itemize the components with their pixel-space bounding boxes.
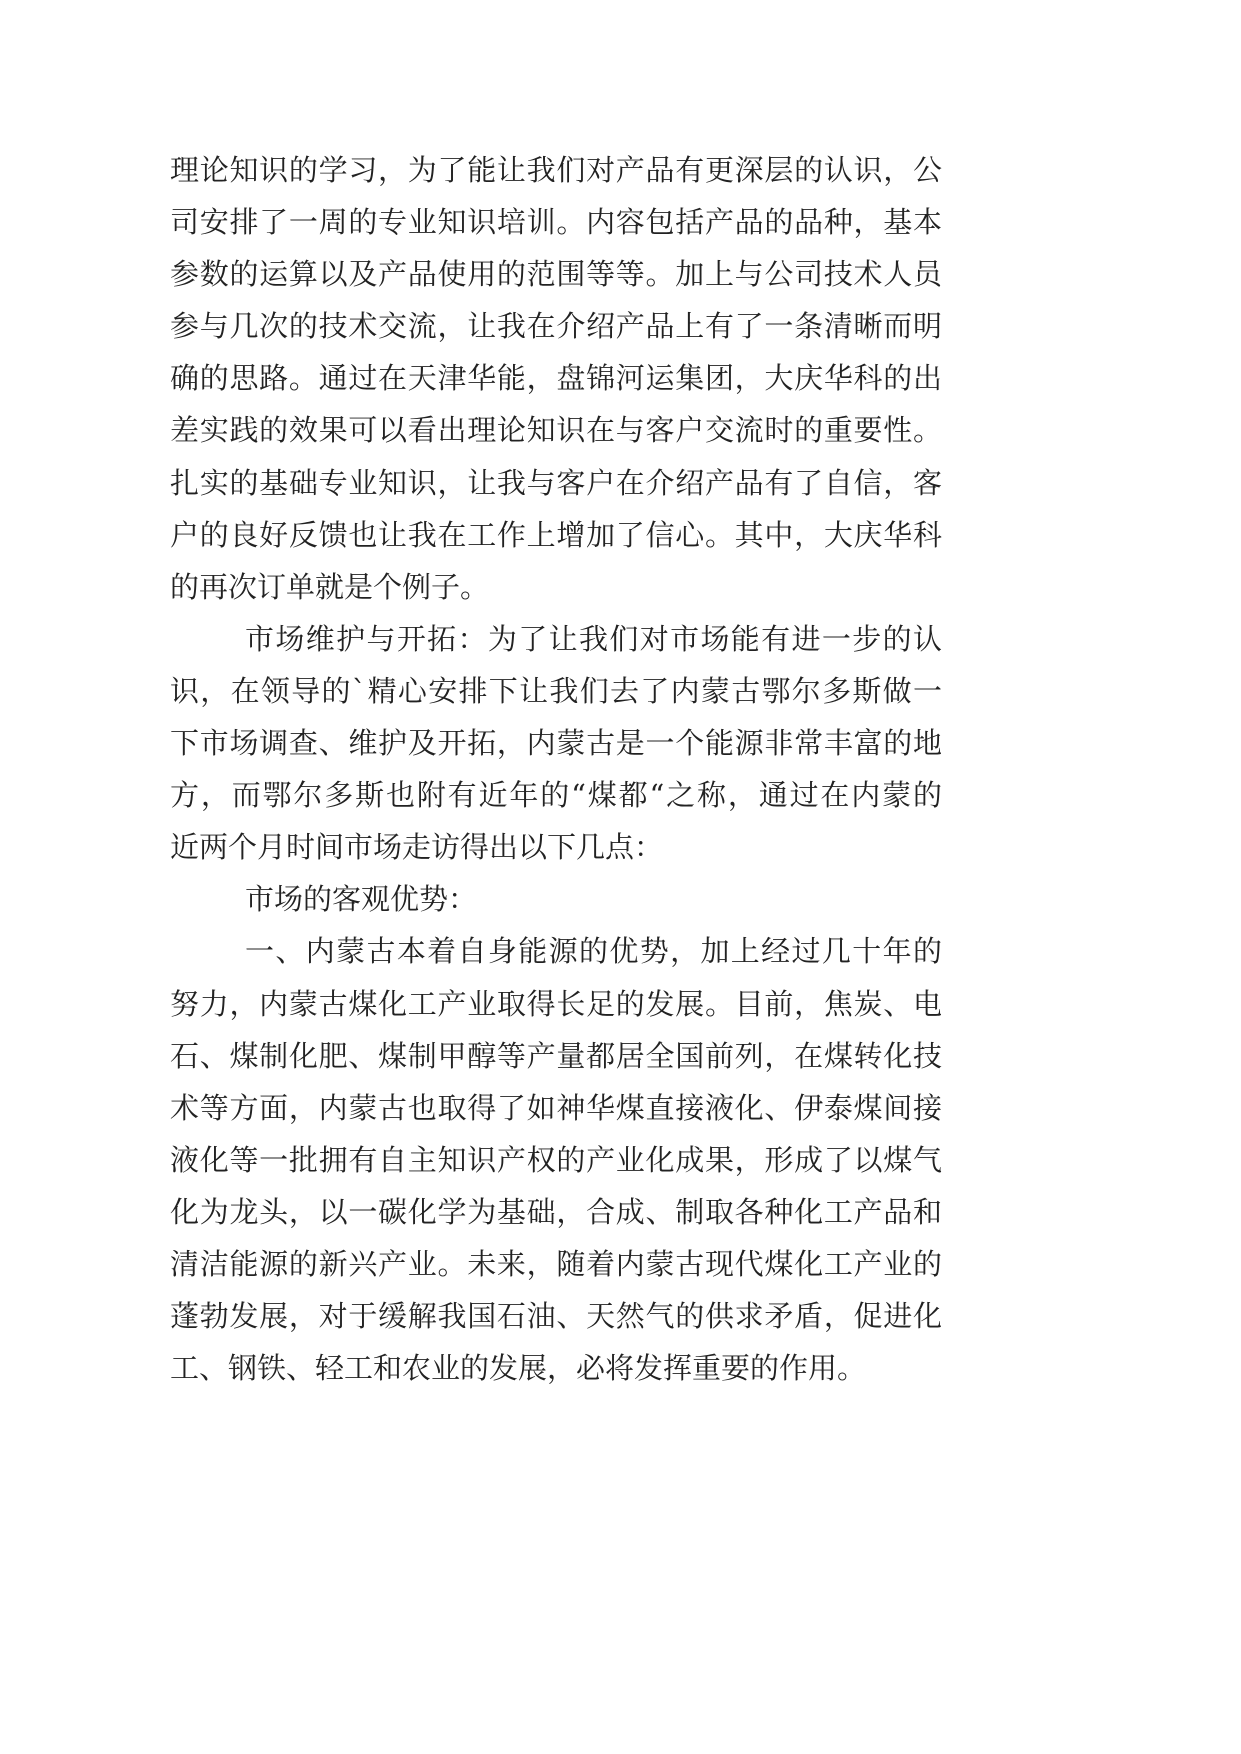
body-text [170,144,942,1394]
text-line: 扎实的基础专业知识，让我与客户在介绍产品有了自信，客 [170,465,942,500]
text-line: 下市场调查、维护及开拓，内蒙古是一个能源非常丰富的地 [170,726,942,761]
text-line: 市场维护与开拓：为了让我们对市场能有进一步的认 [245,621,942,656]
text-line: 清洁能源的新兴产业。未来，随着内蒙古现代煤化工产业的 [170,1246,942,1281]
text-line: 近两个月时间市场走访得出以下几点： [170,830,664,865]
text-line: 参数的运算以及产品使用的范围等等。加上与公司技术人员 [170,257,942,292]
text-line: 液化等一批拥有自主知识产权的产业化成果，形成了以煤气 [170,1142,942,1177]
text-line: 努力，内蒙古煤化工产业取得长足的发展。目前，焦炭、电 [170,986,942,1021]
text-line: 一、内蒙古本着自身能源的优势，加上经过几十年的 [245,934,942,969]
text-line: 的再次订单就是个例子。 [170,569,490,604]
text-line: 参与几次的技术交流，让我在介绍产品上有了一条清晰而明 [170,309,942,344]
paragraph-market-maintenance [170,613,942,873]
text-line: 户的良好反馈也让我在工作上增加了信心。其中，大庆华科 [170,517,942,552]
text-line: 化为龙头，以一碳化学为基础，合成、制取各种化工产品和 [170,1194,942,1229]
text-line: 确的思路。通过在天津华能，盘锦河运集团，大庆华科的出 [170,361,942,396]
text-line: 术等方面，内蒙古也取得了如神华煤直接液化、伊泰煤间接 [170,1090,942,1125]
text-line: 方，而鄂尔多斯也附有近年的“煤都“之称，通过在内蒙的 [170,778,942,813]
section-heading: 市场的客观优势： [245,882,478,917]
text-line: 识，在领导的`精心安排下让我们去了内蒙古鄂尔多斯做一 [170,673,942,708]
text-line: 石、煤制化肥、煤制甲醇等产量都居全国前列，在煤转化技 [170,1038,942,1073]
text-line: 司安排了一周的专业知识培训。内容包括产品的品种，基本 [170,205,942,240]
text-line: 工、钢铁、轻工和农业的发展，必将发挥重要的作用。 [170,1351,867,1386]
paragraph-point-one [170,925,942,1394]
text-line: 蓬勃发展，对于缓解我国石油、天然气的供求矛盾，促进化 [170,1299,942,1334]
text-line: 差实践的效果可以看出理论知识在与客户交流时的重要性。 [170,413,942,448]
paragraph-objective-advantages-heading [170,873,942,925]
paragraph-theory-knowledge [170,144,942,613]
text-line: 理论知识的学习，为了能让我们对产品有更深层的认识，公 [170,153,942,187]
